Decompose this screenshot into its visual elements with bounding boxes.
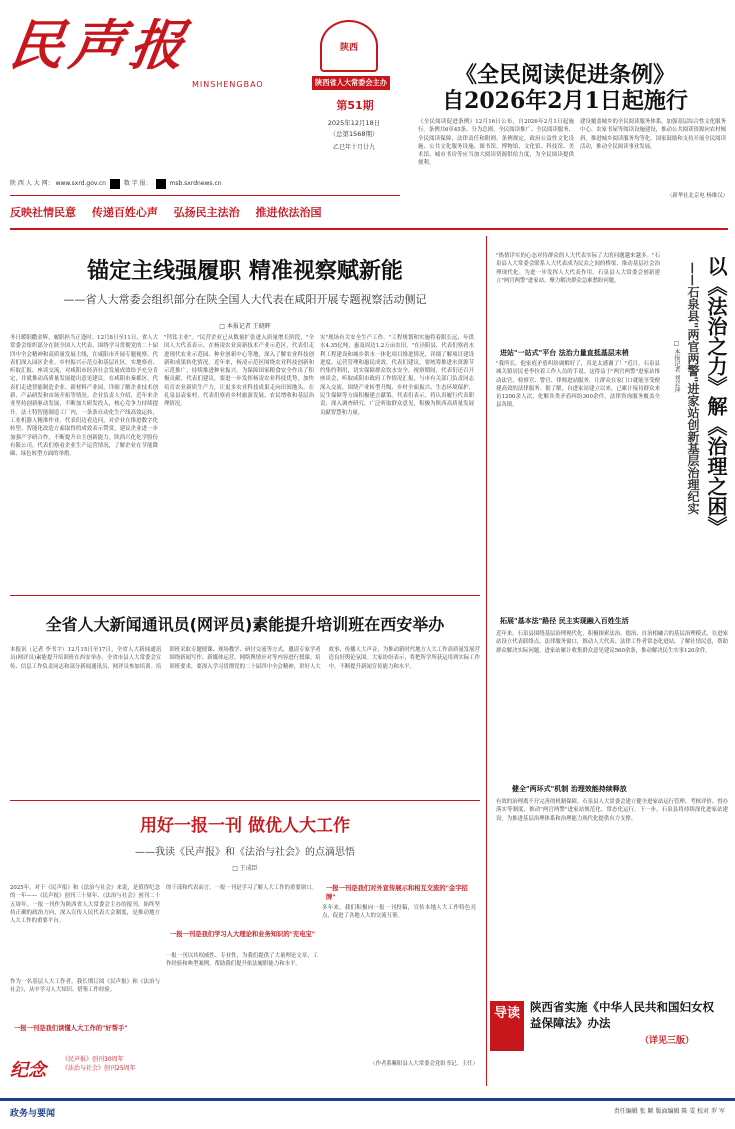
bottom-subhead-b: 一报一刊是我们学习人大理论和业务知识的"充电宝" (170, 931, 316, 938)
mid-headline: 全省人大新闻通讯员(网评员)素能提升培训班在西安举办 (45, 615, 445, 634)
guide-box[interactable] (490, 995, 722, 1057)
top-article-body-right: 建设覆盖城乡的全民阅读服务体系，加强基层综合性文化服务中心、农家书屋等阅读设施建设，推动公共阅读资源向农村倾斜，推进城乡阅读服务均等化。国家鼓励和支持开展全民阅读活动，推动全民阅读事业发展。 (580, 119, 726, 150)
divider (10, 228, 728, 230)
anniversary-line1: 《民声报》创刊30周年 (62, 1056, 124, 1063)
anniversary-line2: 《法治与社会》创刊25周年 (62, 1065, 136, 1072)
footer-staff: 责任编辑 张 颖 版面编辑 陈 雯 校对 罗 军 (613, 1108, 725, 1115)
lead-subheadline: ——省人大常委会组织部分在陕全国人大代表在咸阳开展专题视察活动侧记 (63, 293, 427, 306)
side-intro: "热情详实的心态对待群众的人大代表实际了大的问题越来越多。"石泉县人大常委会联系人大代表成为民众之间的桥梁，推动基层社会治理现代化。为进一步发挥人大代表作用，石泉县人大常委会创新建立"两官两警"进家站，聚力解决群众急难愁盼问题。 (496, 253, 660, 284)
side-section-2: 拓展"基本法"路径 民主实现融入百姓生活 (500, 617, 629, 625)
lead-col3: 灾"现场有关安全生产工作。"工程规划和实施将着眼长远，年供水4.35亿吨，惠及周边1.2万亩农田。"在泾阳县，代表们察看水利工程建设和城乡供水一体化项目推进情况，详细了解项目建设进度、运营管理和惠民成效。代表们建议，要统筹推进水资源节约集约利用，切实保障群众饮水安全。视察期间，代表们还召开座谈会，听取咸阳市政府工作情况汇报，与市有关部门负责同志深入交流，围绕产业转型升级、乡村全面振兴、生态环境保护、民生保障等方面积极建言献策。代表们表示，将认真履行代表职责，深入调查研究，广泛听取群众意见，积极为陕西高质量发展贡献智慧和力量。 (320, 335, 474, 416)
side-headline: 以《法治之力》解《治理之困》 (704, 256, 728, 536)
guide-tag: 导读 (490, 1001, 524, 1051)
lead-headline: 锚定主线强履职 精准视察赋新能 (87, 259, 403, 284)
newspaper-logo: 民声报 (5, 13, 195, 77)
digital-link[interactable]: msb.sxrdnews.cn (169, 180, 222, 187)
bottom-headline: 用好一报一刊 做优人大工作 (140, 816, 350, 836)
slogan: 弘扬民主法治 (173, 206, 240, 219)
footer-section: 政务与要闻 (10, 1109, 56, 1119)
page-footer (0, 1098, 735, 1129)
bottom-source: （作者系紫阳县人大常委会党组书记、主任） (370, 1061, 478, 1067)
digital-label: 数 字 报： (123, 180, 152, 187)
guide-more-link[interactable]: （详见三版） (640, 1036, 695, 1046)
side-section-1: 进站"一站式"平台 法治力量直抵基层末梢 (500, 349, 629, 357)
organizer-label: 陕西省人大常委会主办 (312, 76, 390, 90)
mid-article-body: 本报讯（记者 李书宇）12月15日至17日，全省人大新闻通讯员(网评员)素能提升培训班在西安举办。全省市县人大常委会宣传、信息工作负责同志和部分新闻通讯员、网评员参加培训。培训班采取专题授课、现场教学、研讨交流等方式，邀请专家学者围绕新闻写作、新媒体运营、网络舆情应对等内容进行授课。培训班要求，要深入学习贯彻党的二十届四中全会精神，讲好人大故事、传播人大声音，为推动新时代地方人大工作高质量发展营造良好舆论氛围。大家纷纷表示，将把所学所获运用到实际工作中，不断提升新闻宣传能力和水平。 (10, 647, 480, 670)
slogan-bar (10, 204, 400, 220)
side-byline: □ 本报记者 刘芸萍 (673, 340, 680, 393)
bottom-subheadline: ——我读《民声报》和《法治与社会》的点滴思悟 (135, 847, 355, 858)
column-divider (486, 236, 487, 1086)
bottom-subhead-c: 一报一刊是我们对外宣传展示和相互交流的"金字招牌" (326, 885, 468, 901)
bottom-col1b: 作为一名基层人大工作者，我长期订阅《民声报》和《法治与社会》，从中学习人大知识、借鉴工作经验。 (10, 979, 160, 994)
footer-bar (0, 1098, 735, 1101)
divider (10, 800, 480, 801)
divider (10, 195, 400, 196)
bottom-byline: □ 王成臣 (232, 865, 258, 872)
bottom-subhead-a: 一报一刊是我们读懂人大工作的"好帮手" (14, 1025, 128, 1032)
website-link[interactable]: www.sxrd.gov.cn (55, 180, 106, 187)
pinyin-name: MINSHENGBAO (192, 80, 264, 89)
slogan: 反映社情民意 (10, 206, 76, 219)
seal-text: 陕西 (339, 42, 358, 53)
bottom-col2b: 一报一刊以其权威性、专业性，为我们提供了大量理论文章、工作经验和典型案例，帮助我们提升依法履职能力和水平。 (166, 953, 318, 968)
side-para-3: 有效的治理离不开完善的机制保障。石泉县人大常委会建立健全进家站运行管理、考核评价、督办落实等制度，推动"两官两警"进家站规范化、常态化运行。下一步，石泉县将持续深化进家站建设，为推进基层治理体系和治理能力现代化提供有力支撑。 (496, 799, 728, 822)
anniversary-banner (10, 1056, 210, 1081)
issue-number: 第51期 (336, 99, 374, 112)
anniversary-mark: 纪念 (10, 1060, 46, 1081)
lead-byline: □ 本报记者 王晓晖 (219, 323, 271, 330)
top-article-body: 《全民阅读促进条例》12月16日公布，自2026年2月1日起施行。条例共6章45条，分为总则、全民阅读推广、全民阅读服务、全民阅读保障、法律责任和附则。条例规定，政府公益性文化设施、公共文化服务设施、图书馆、博物馆、文化馆、科技馆、美术馆、城市书房等应当加大阅读资源供给力度，为全民阅读提供便利。 (418, 119, 574, 167)
slogan: 传递百姓心声 (91, 206, 158, 219)
qr-code-icon (156, 179, 166, 189)
bottom-col3: 多年来，我们积极向一报一刊投稿，宣传本地人大工作特色亮点，促进了各地人大的交流互鉴。 (322, 905, 476, 920)
masthead-seal (320, 20, 378, 72)
top-headline-line1: 《全民阅读促进条例》 (454, 62, 675, 88)
issue-date: 2025年12月18日 (327, 119, 381, 127)
bottom-col1: 2025年，对于《民声报》和《法治与社会》来说，是值得纪念的一年——《民声报》创刊三十周年、《法治与社会》创刊二十五周年。一报一刊作为陕西省人大常委会主办的报刊，始终坚持正确的政治方向，深入宣传人民代表大会制度，是推动地方人大工作的重要平台。 (10, 885, 160, 925)
slogan: 推进依法治国 (255, 206, 322, 219)
website-label: 陕 西 人 大 网： (10, 180, 54, 187)
lead-col1: 冬日暖阳撒金辉，履职担当正逢时。12月8日至11日，省人大常委会组织部分在陕全国人大代表，围绕学习贯彻党的二十届四中全会精神和高质量发展主线，在咸阳市开展专题视察。代表们深入园区企业、乡村振兴示范点和基层社区，实地察看、听取汇报、座谈交流，对咸阳市经济社会发展成效给予充分肯定，并就推动高质量发展提出意见建议。在咸阳市秦都区，代表们走进智能制造企业、新材料产业园，详细了解企业技术创新、产品研发和市场开拓等情况。企业负责人介绍，近年来企业坚持创新驱动发展，不断加大研发投入，核心竞争力持续提升。法士特智能制造工厂内，一条条自动化生产线高效运转，工业机器人精准作业。代表们边看边问，对企业在推进数字化转型、智能化改造方面取得的成效表示赞赏，建议企业进一步加强产学研合作，不断提升自主创新能力。陕西兴化化学股份有限公司，代表们察看企业生产运营情况，了解企业在节能降碳、绿色转型方面的举措。 (10, 335, 158, 458)
divider (10, 595, 480, 596)
side-para-1: "我所长，他家庭矛盾纠纷调解好了，真是太感谢了！"近日，石泉县城关镇居民老李拉着工作人员的手说。这得益于"两官两警"进家站推动法官、检察官、警官、律师进站服务，让群众在家门口就能享受便捷高效的法律服务。据了解，自进家站建立以来，已累计接待群众来访1200余人次，化解各类矛盾纠纷300余件，法律咨询服务覆盖全县各镇。 (496, 361, 660, 409)
lead-col2: "钙钛主业"。"民营企业已从数量扩张进入质量增长阶段，"全国人大代表表示。在杨凌农业高新技术产业示范区，代表们走进现代农业示范园、种业创新中心等地，深入了解农业科技创新和成果转化情况。近年来，杨凌示范区围绕农业科技创新和示范推广，持续推进种业振兴，为保障国家粮食安全作出了积极贡献。代表们建议，要进一步发挥杨凌农业科技优势，加快培育农业新质生产力，让更多农业科技成果走向田间地头。在礼泉县袁家村，代表们察看乡村旅游发展、农民增收和基层治理情况。 (164, 335, 314, 408)
total-issue: （总第1568期） (329, 130, 379, 138)
side-section-3: 健全"两环式"机制 治理效能持续释放 (512, 785, 627, 793)
lunar-date: 乙巳年十月廿九 (332, 144, 375, 151)
top-headline-line2: 自2026年2月1日起施行 (442, 88, 688, 114)
top-article-source: （新华社北京电 杨维汉） (666, 193, 728, 199)
info-bar (10, 178, 400, 190)
guide-text: 陕西省实施《中华人民共和国妇女权益保障法》办法 (530, 1000, 714, 1030)
side-para-2: 近年来，石泉县围绕基层治理现代化，积极探索法治、德治、自治相融合的基层治理模式。在进家站设立代表联络点、法律服务窗口，推动人大代表、法律工作者常态化进站，了解社情民意，帮助群众解决实际问题。进家站累计收集群众意见建议560余条，推动解决民生实事120余件。 (496, 631, 728, 654)
qr-code-icon (110, 179, 120, 189)
bottom-col2: 的干部和代表而言，一报一刊是学习了解人大工作的重要窗口。 (166, 885, 317, 891)
side-subheadline: ——石泉县"两官两警"进家站创新基层治理纪实 (686, 262, 700, 515)
